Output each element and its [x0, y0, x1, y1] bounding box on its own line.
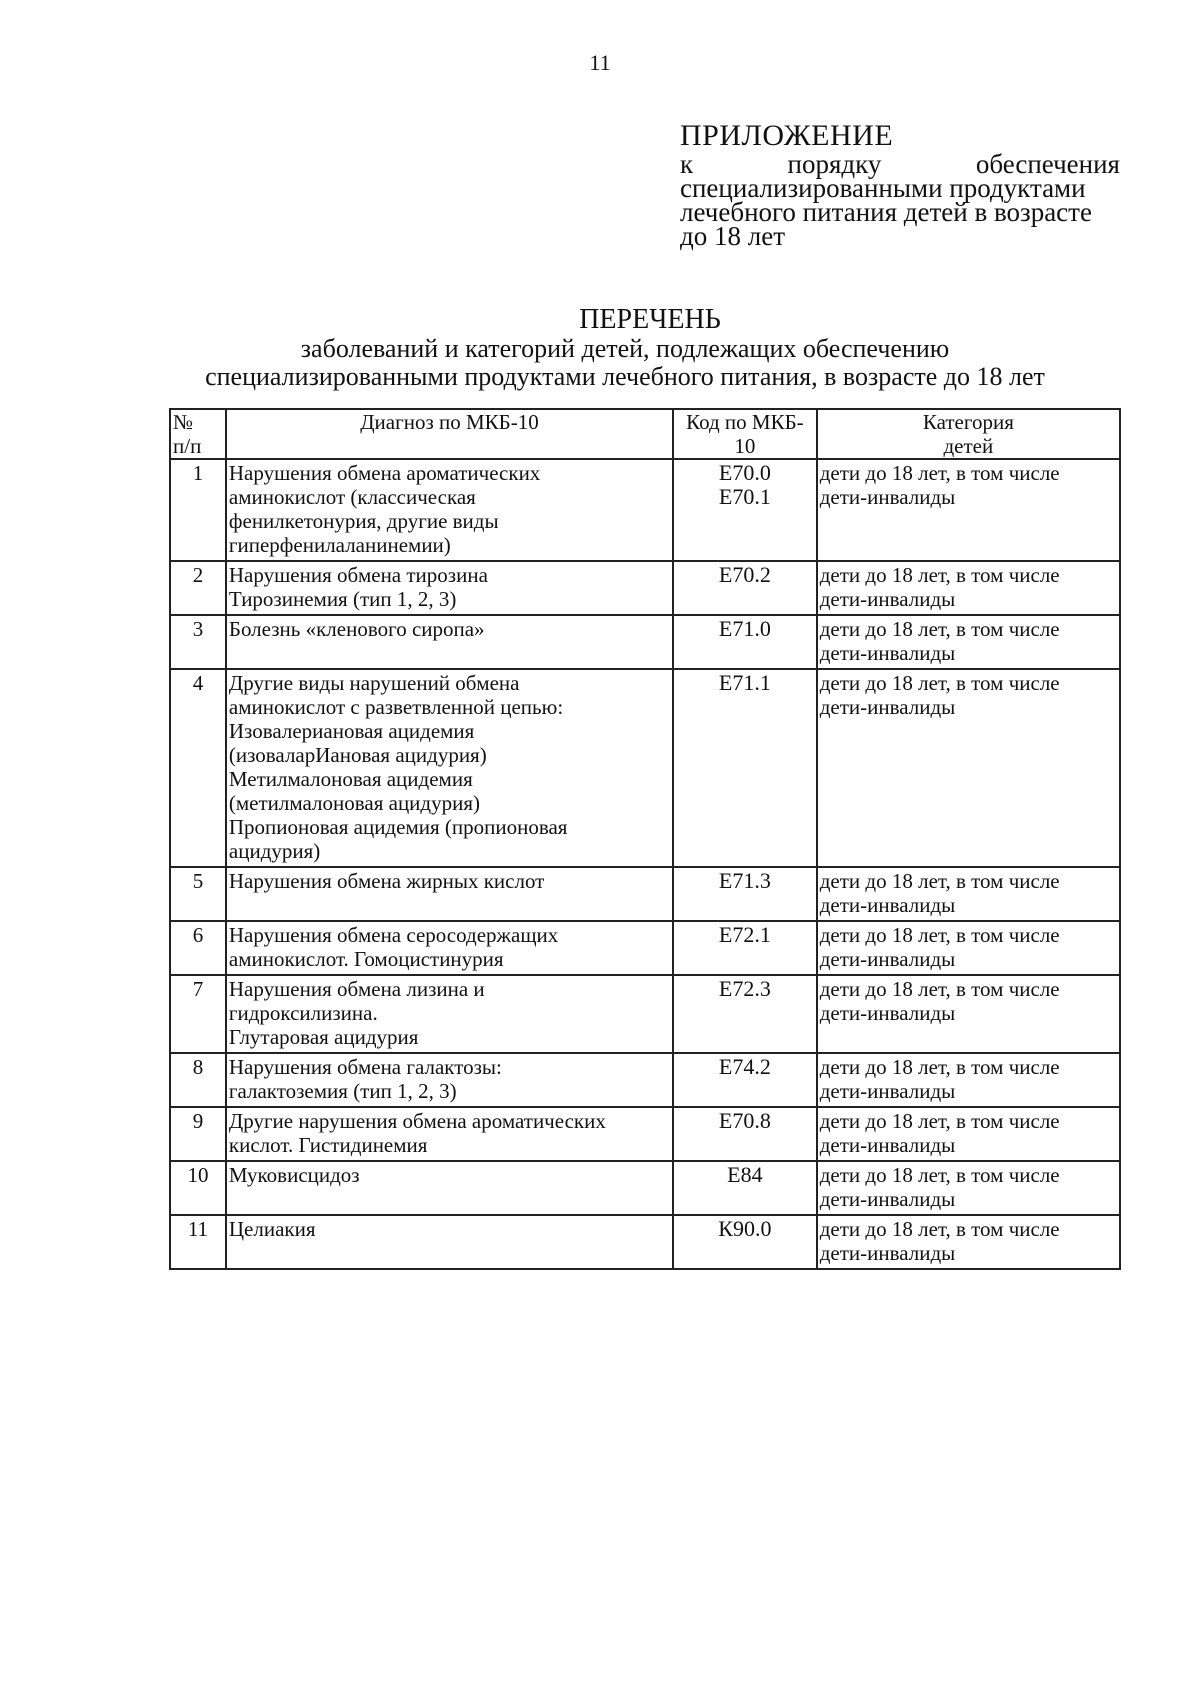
diagnosis-cell-line: Тирозинемия (тип 1, 2, 3) — [228, 587, 457, 611]
code-cell-line: Е71.1 — [718, 670, 771, 695]
code-cell — [673, 921, 817, 975]
diagnosis-cell — [226, 1053, 673, 1107]
diagnosis-cell-line: (изоваларИановая ацидурия) — [228, 743, 487, 767]
appendix-word: к — [680, 149, 694, 179]
table-row — [170, 669, 1120, 867]
category-cell-line: дети-инвалиды — [819, 947, 956, 971]
category-cell-line: дети-инвалиды — [819, 1187, 956, 1211]
category-cell-line: дети-инвалиды — [819, 1133, 956, 1157]
diagnosis-cell — [226, 921, 673, 975]
row-number: 5 — [170, 867, 226, 921]
appendix-line-2: специализированными продуктами — [680, 173, 1086, 203]
code-cell-line: Е70.1 — [718, 484, 771, 509]
diagnosis-cell — [226, 1107, 673, 1161]
diagnosis-cell-line: Целиакия — [228, 1217, 316, 1241]
category-cell-line: дети до 18 лет, в том числе — [819, 923, 1060, 947]
category-cell-line: дети до 18 лет, в том числе — [819, 1109, 1060, 1133]
code-cell-line: Е70.8 — [718, 1108, 771, 1133]
row-number: 10 — [170, 1161, 226, 1215]
diagnosis-cell-line: Нарушения обмена галактозы: — [228, 1055, 502, 1079]
appendix-word: порядку — [787, 149, 882, 179]
header-code: Код по МКБ- 10 — [673, 409, 817, 459]
diagnosis-cell-line: Пропионовая ацидемия (пропионовая — [228, 815, 568, 839]
list-title: ПЕРЕЧЕНЬ — [579, 304, 721, 335]
code-cell-line: Е84 — [727, 1162, 763, 1187]
row-number: 11 — [170, 1215, 226, 1269]
row-number: 8 — [170, 1053, 226, 1107]
diagnosis-cell-line: аминокислот (классическая — [228, 485, 476, 509]
row-number: 9 — [170, 1107, 226, 1161]
category-cell-line: дети-инвалиды — [819, 641, 956, 665]
table-row — [170, 975, 1120, 1053]
row-number: 1 — [170, 459, 226, 561]
code-cell — [673, 1215, 817, 1269]
code-cell — [673, 1107, 817, 1161]
category-cell-line: дети-инвалиды — [819, 1001, 956, 1025]
category-cell-line: дети-инвалиды — [819, 1241, 956, 1265]
table-body — [170, 459, 1120, 1269]
diagnosis-cell-line: аминокислот с разветвленной цепью: — [228, 695, 564, 719]
code-cell — [673, 669, 817, 867]
diagnosis-cell-line: аминокислот. Гомоцистинурия — [228, 947, 504, 971]
category-cell-line: дети до 18 лет, в том числе — [819, 461, 1060, 485]
diagnosis-cell-line: фенилкетонурия, другие виды — [228, 509, 499, 533]
code-cell-line: Е71.3 — [718, 868, 771, 893]
page-number: 11 — [589, 50, 611, 75]
code-cell — [673, 867, 817, 921]
category-cell-line: дети до 18 лет, в том числе — [819, 869, 1060, 893]
table-row — [170, 1161, 1120, 1215]
code-cell-line: Е72.1 — [718, 922, 771, 947]
category-cell-line: дети до 18 лет, в том числе — [819, 1163, 1060, 1187]
category-cell — [817, 921, 1120, 975]
diagnosis-cell-line: Метилмалоновая ацидемия — [228, 767, 473, 791]
table-row — [170, 921, 1120, 975]
diagnosis-cell-line: ацидурия) — [228, 839, 321, 863]
category-cell-line: дети до 18 лет, в том числе — [819, 1055, 1060, 1079]
category-cell — [817, 615, 1120, 669]
diagnosis-cell-line: Болезнь «кленового сиропа» — [228, 617, 485, 641]
row-number: 2 — [170, 561, 226, 615]
header-number: № п/п — [170, 409, 226, 459]
diagnosis-cell-line: Другие виды нарушений обмена — [228, 671, 520, 695]
category-cell — [817, 459, 1120, 561]
diagnosis-cell-line: Нарушения обмена жирных кислот — [228, 869, 545, 893]
code-cell — [673, 459, 817, 561]
table-row — [170, 867, 1120, 921]
header-diagnosis: Диагноз по МКБ-10 — [226, 409, 673, 459]
category-cell-line: дети до 18 лет, в том числе — [819, 671, 1060, 695]
code-cell — [673, 615, 817, 669]
category-cell-line: дети-инвалиды — [819, 1079, 956, 1103]
code-cell-line: Е70.2 — [718, 562, 771, 587]
diagnosis-cell-line: Изовалериановая ацидемия — [228, 719, 475, 743]
diagnosis-cell-line: Муковисцидоз — [228, 1163, 360, 1187]
category-cell-line: дети до 18 лет, в том числе — [819, 1217, 1060, 1241]
table-row — [170, 615, 1120, 669]
category-cell — [817, 669, 1120, 867]
appendix-title: ПРИЛОЖЕНИЕ — [680, 119, 894, 152]
diagnosis-cell — [226, 975, 673, 1053]
category-cell-line: дети-инвалиды — [819, 893, 956, 917]
diagnosis-cell-line: кислот. Гистидинемия — [228, 1133, 428, 1157]
appendix-line-3: лечебного питания детей в возрасте — [680, 197, 1092, 227]
diagnosis-cell-line: (метилмалоновая ацидурия) — [228, 791, 480, 815]
diagnosis-cell — [226, 669, 673, 867]
diagnosis-cell — [226, 1161, 673, 1215]
diagnosis-cell — [226, 615, 673, 669]
diagnosis-cell-line: Нарушения обмена лизина и — [228, 977, 485, 1001]
category-cell-line: дети-инвалиды — [819, 695, 956, 719]
list-subtitle-1: заболеваний и категорий детей, подлежащих обеспечению — [300, 334, 950, 363]
table-row — [170, 1053, 1120, 1107]
header-category: Категория детей — [817, 409, 1120, 459]
category-cell-line: дети до 18 лет, в том числе — [819, 977, 1060, 1001]
code-cell-line: Е70.0 — [718, 460, 771, 485]
category-cell-line: дети до 18 лет, в том числе — [819, 563, 1060, 587]
table-row — [170, 561, 1120, 615]
code-cell — [673, 1053, 817, 1107]
diagnosis-cell-line: Нарушения обмена серосодержащих — [228, 923, 559, 947]
appendix-line-4: до 18 лет — [680, 221, 785, 251]
appendix-block — [680, 119, 1120, 251]
category-cell-line: дети-инвалиды — [819, 587, 956, 611]
category-cell-line: дети до 18 лет, в том числе — [819, 617, 1060, 641]
row-number: 7 — [170, 975, 226, 1053]
diagnosis-cell — [226, 867, 673, 921]
category-cell — [817, 867, 1120, 921]
row-number: 4 — [170, 669, 226, 867]
category-cell — [817, 975, 1120, 1053]
diagnosis-cell-line: Нарушения обмена ароматических — [228, 461, 541, 485]
category-cell — [817, 1107, 1120, 1161]
row-number: 3 — [170, 615, 226, 669]
list-subtitle-2: специализированными продуктами лечебного питания, в возрасте до 18 лет — [205, 362, 1045, 391]
diagnosis-cell-line: гидроксилизина. — [228, 1001, 378, 1025]
diagnosis-cell-line: гиперфенилаланинемии) — [228, 533, 451, 557]
category-cell-line: дети-инвалиды — [819, 485, 956, 509]
row-number: 6 — [170, 921, 226, 975]
diagnosis-cell-line: Другие нарушения обмена ароматических — [228, 1109, 606, 1133]
category-cell — [817, 561, 1120, 615]
table-header-row — [170, 409, 1120, 459]
table-row — [170, 1107, 1120, 1161]
code-cell-line: Е72.3 — [718, 976, 771, 1001]
category-cell — [817, 1161, 1120, 1215]
code-cell-line: Е74.2 — [718, 1054, 771, 1079]
table-row — [170, 1215, 1120, 1269]
code-cell — [673, 561, 817, 615]
code-cell-line: Е71.0 — [718, 616, 771, 641]
category-cell — [817, 1215, 1120, 1269]
code-cell — [673, 975, 817, 1053]
code-cell — [673, 1161, 817, 1215]
category-cell — [817, 1053, 1120, 1107]
table-row — [170, 459, 1120, 561]
diagnosis-cell-line: галактоземия (тип 1, 2, 3) — [228, 1079, 457, 1103]
diagnosis-cell — [226, 1215, 673, 1269]
diseases-table — [169, 408, 1121, 1270]
diagnosis-cell-line: Нарушения обмена тирозина — [228, 563, 488, 587]
diagnosis-cell — [226, 459, 673, 561]
diagnosis-cell-line: Глутаровая ацидурия — [228, 1025, 419, 1049]
code-cell-line: К90.0 — [718, 1216, 772, 1241]
diagnosis-cell — [226, 561, 673, 615]
list-heading — [0, 305, 1200, 391]
appendix-word: обеспечения — [975, 149, 1120, 179]
